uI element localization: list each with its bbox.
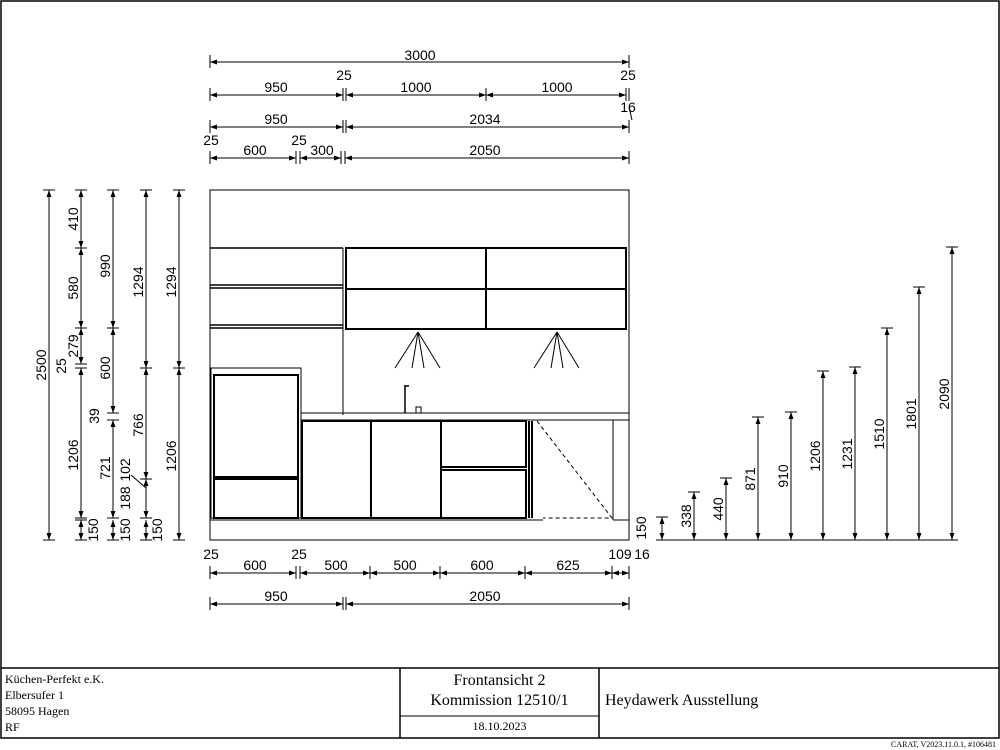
- view-title: [401, 671, 598, 711]
- dim-label: 1294: [130, 266, 146, 298]
- company-city: 58095 Hagen: [5, 704, 70, 718]
- dim-label: 2050: [469, 588, 501, 604]
- dim-label: 410: [65, 207, 81, 231]
- corner-unit-hidden: [537, 421, 612, 518]
- dim-label: 188: [117, 486, 133, 510]
- dim-label: 150: [633, 516, 649, 540]
- dim-label: 1000: [400, 79, 432, 95]
- dim-label: 16: [620, 99, 636, 115]
- top-dimensions: [203, 47, 636, 158]
- dim-label: 600: [470, 557, 494, 573]
- dim-label: 102: [117, 458, 133, 482]
- dim-label: 2034: [469, 111, 501, 127]
- dim-label: 279: [65, 334, 81, 358]
- dim-label: 2090: [936, 378, 952, 410]
- dim-label: 2050: [469, 142, 501, 158]
- dim-total-height: 2500: [33, 349, 49, 381]
- dim-label: 150: [85, 518, 101, 542]
- kitchen-elevation: [210, 190, 629, 540]
- dim-label: 910: [775, 464, 791, 488]
- dim-label: 871: [742, 467, 758, 491]
- dim-label: 1000: [541, 79, 573, 95]
- bottom-dimensions: [203, 546, 650, 604]
- dim-label: 1510: [871, 418, 887, 450]
- countertop: [301, 413, 629, 420]
- dim-label: 990: [97, 254, 113, 278]
- dim-label: 440: [710, 497, 726, 521]
- view-name: Frontansicht 2: [453, 672, 546, 689]
- dim-label: 25: [620, 67, 636, 83]
- tall-cabinet: [211, 368, 301, 518]
- dim-label: 25: [291, 546, 307, 562]
- wall-outline: [210, 190, 629, 540]
- dim-label: 766: [130, 413, 146, 437]
- dim-label: 625: [556, 557, 580, 573]
- left-wall-cabinets: [210, 248, 343, 328]
- company-street: Elbersufer 1: [5, 688, 64, 702]
- software-footer: CARAT, V2023.11.0.1, #106481: [891, 740, 996, 749]
- dim-label: 1206: [807, 440, 823, 472]
- dim-label: 1294: [163, 266, 179, 298]
- dim-label: 600: [97, 356, 113, 380]
- dim-label: 500: [324, 557, 348, 573]
- dim-label: 950: [264, 79, 288, 95]
- right-wall-cabinets: [346, 248, 626, 329]
- dim-label: 950: [264, 111, 288, 127]
- commission-number: Kommission 12510/1: [430, 692, 569, 709]
- dim-label: 150: [149, 518, 165, 542]
- dim-label: 950: [264, 588, 288, 604]
- dim-label: 1206: [65, 439, 81, 471]
- dim-label: 25: [203, 546, 219, 562]
- dim-label: 600: [243, 557, 267, 573]
- dim-label: 25: [53, 358, 69, 374]
- dim-label: 16: [634, 546, 650, 562]
- dim-label: 1231: [839, 438, 855, 470]
- plinth: [210, 420, 629, 520]
- lamp-right: [534, 332, 579, 368]
- dim-label: 721: [97, 456, 113, 480]
- dim-label: 109: [608, 546, 632, 562]
- dim-label: 25: [336, 67, 352, 83]
- dim-label: 300: [310, 142, 334, 158]
- kitchen-tap: [405, 385, 421, 413]
- dim-label: 580: [65, 276, 81, 300]
- dim-label: 39: [86, 408, 102, 424]
- dim-label: 500: [393, 557, 417, 573]
- dim-label: 1801: [903, 398, 919, 430]
- dim-label: 338: [678, 504, 694, 528]
- company-address: [5, 671, 104, 735]
- base-cabinets: [302, 421, 532, 518]
- dim-label: 25: [203, 132, 219, 148]
- dim-total-width: 3000: [404, 47, 436, 63]
- company-name: Küchen-Perfekt e.K.: [5, 672, 104, 686]
- dim-label: 600: [243, 142, 267, 158]
- dim-label: 150: [117, 518, 133, 542]
- dim-label: 1206: [163, 440, 179, 472]
- drafter-initials: RF: [5, 720, 20, 734]
- left-dimensions: [33, 207, 179, 542]
- dim-label: 25: [291, 132, 307, 148]
- customer-name: Heydawerk Ausstellung: [605, 692, 759, 709]
- lamp-left: [395, 332, 440, 368]
- drawing-date: 18.10.2023: [472, 719, 527, 733]
- right-height-dimensions: [633, 378, 952, 539]
